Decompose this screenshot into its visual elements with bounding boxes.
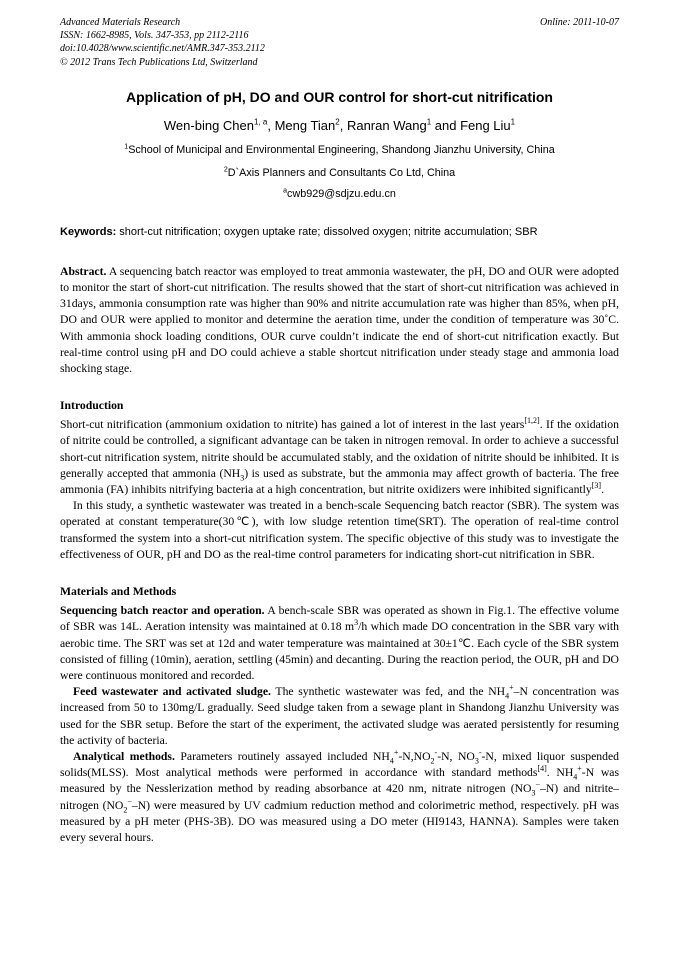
text-run: /h which made DO concentration in the SBR vary with aerobic time. The SRT was set at 12d and water temperature was maintained at 30±1℃. Each cycle of the SBR system consisted of filling (10min), aeration, settling (45min) and decanting. During the reaction period, the OUR, pH and DO were continuous monitored and recorded. (60, 620, 619, 682)
keywords-text: short-cut nitrification; oxygen uptake rate; dissolved oxygen; nitrite accumulation; SBR (116, 225, 538, 238)
author-email (60, 188, 619, 200)
superscript: − (535, 780, 541, 790)
subscript: 3 (240, 473, 245, 483)
introduction-paragraph-2 (60, 498, 619, 563)
text-run: . NH (546, 766, 574, 780)
doi-line: doi:10.4028/www.scientific.net/AMR.347-353.2112 (60, 43, 265, 55)
text-run: -N,NO (398, 749, 431, 763)
text-run: . (601, 483, 604, 497)
affiliation-2 (60, 167, 619, 179)
affiliation-text: D`Axis Planners and Consultants Co Ltd, China (227, 166, 456, 179)
subscript: 3 (474, 756, 479, 766)
text-run: Short-cut nitrification (ammonium oxidation to nitrite) has gained a lot of interest in the last years (60, 418, 525, 432)
authors-line (60, 118, 619, 133)
email-text: cwb929@sdjzu.edu.cn (287, 187, 396, 200)
superscript: [4] (537, 764, 547, 774)
text-run: In this study, a synthetic wastewater was treated in a bench-scale Sequencing batch reactor (SBR). The system was operated at constant temperature(30℃), with low sludge retention time(SRT). The operation of real-time control transformed the system into a short-cut nitrification system. The specific objective of this study was to investigate the effectiveness of OUR, pH and DO as the real-time control parameters for indicating short-cut nitrification in SBR. (60, 499, 619, 561)
author-affiliation-mark: 2 (335, 117, 340, 127)
journal-info-block (60, 16, 265, 69)
journal-name: Advanced Materials Research (60, 17, 181, 28)
text-run: A sequencing batch reactor was employed to treat ammonia wastewater, the pH, DO and OUR were adopted to monitor the start of short-cut nitrification. The results showed that the start of short-cut nitrification was achieved in 31days, ammonia consumption rate was higher than 90% and nitrite accumulation rate was higher than 85%, when pH, DO and OUR were applied to monitor and determine the aeration time, under the condition of temperature was 30˚C. With ammonia shock loading conditions, OUR curve couldn’t indicate the end of short-cut nitrification exactly. But real-time control using pH and DO could achieve a stable shortcut nitrification under steady stage and ammonia load shocking stage. (60, 264, 619, 376)
subscript: 4 (573, 772, 578, 782)
bold-run: Analytical methods. (73, 749, 175, 763)
email-mark: a (283, 187, 288, 195)
text-run: –N) were measured by UV cadmium reduction method and colorimetric method, respectively. pH was measured by a pH meter (PHS-3B). DO was measured using a DO meter (HI9143, HANNA). Samples were taken every several hours. (60, 798, 619, 844)
subscript: 2 (123, 804, 128, 814)
affiliation-mark: 2 (223, 166, 228, 174)
author-name: Wen-bing Chen (163, 117, 254, 133)
affiliation-1 (60, 144, 619, 156)
section-heading-introduction: Introduction (60, 399, 124, 413)
subscript: 3 (531, 788, 536, 798)
journal-header (60, 16, 619, 69)
subscript: 4 (389, 756, 394, 766)
superscript: - (434, 748, 438, 758)
text-run: ) is used as substrate, but the ammonia may affect growth of bacteria. The free ammonia (FA) inhibits nitrifying bacteria at a high concentration, but nitrite oxidizers were inhibited significantly (60, 466, 619, 497)
superscript: + (509, 683, 514, 693)
superscript: + (577, 764, 582, 774)
bold-run: Feed wastewater and activated sludge. (73, 685, 271, 699)
bold-run: Sequencing batch reactor and operation. (60, 604, 265, 618)
online-date: Online: 2011-10-07 (540, 17, 619, 28)
author-affiliation-mark: 1, a (253, 117, 268, 127)
paper-title: Application of pH, DO and OUR control for short-cut nitrification (126, 88, 553, 105)
text-run: –N) and nitrite–nitrogen (NO (60, 782, 619, 812)
subscript: 4 (505, 691, 510, 701)
text-run: A bench-scale SBR was operated as shown in Fig.1. The effective volume of SBR was 14L. Aeration intensity was maintained at 0.18 m (60, 604, 620, 634)
author-name: Ranran Wang (346, 117, 427, 133)
text-run: Parameters routinely assayed included NH (174, 749, 390, 763)
issn-line: ISSN: 1662-8985, Vols. 347-353, pp 2112-2116 (60, 30, 249, 42)
text-run: -N was measured by the Nesslerization method by reading absorbance at 420 nm, nitrate nitrogen (NO (60, 766, 619, 796)
keywords-label: Keywords: (60, 225, 117, 238)
superscript: 3 (354, 618, 359, 628)
affiliation-text: School of Municipal and Environmental Engineering, Shandong Jianzhu University, China (128, 143, 555, 156)
copyright-line: © 2012 Trans Tech Publications Ltd, Switzerland (60, 56, 258, 68)
superscript: [3] (591, 481, 602, 491)
text-run: -N, mixed liquor suspended solids(MLSS). Most analytical methods were performed in accordance with standard methods (60, 749, 620, 780)
text-run: . If the oxidation of nitrite could be controlled, a significant advantage can be taken in nitrogen removal. In order to achieve a successful short-cut nitrification system, nitrite should be accumulated stably, and the oxidation of nitrite should be inhibited. It is generally accepted that ammonia (NH (60, 418, 619, 480)
author-affiliation-mark: 1 (510, 117, 516, 127)
abstract-paragraph (60, 264, 619, 377)
superscript: - (478, 748, 482, 758)
text-run: –N concentration was increased from 50 to 130mg/L gradually. Seed sludge taken from a sewage plant in Shandong Jianzhu University was used for the SBR setup. Before the start of the experiment, the activated sludge was aerated persistently for resuming the activity of bacteria. (60, 685, 620, 747)
author-separator: , (339, 117, 347, 133)
author-separator: and (431, 117, 461, 133)
keywords-line (60, 226, 619, 238)
author-affiliation-mark: 1 (426, 117, 432, 127)
superscript: + (393, 748, 399, 758)
section-heading-materials-and-methods: Materials and Methods (60, 585, 177, 599)
affiliation-mark: 1 (124, 143, 129, 151)
author-name: Feng Liu (460, 117, 511, 133)
methods-paragraph-1 (60, 603, 619, 684)
methods-paragraph-3 (60, 749, 619, 846)
author-name: Meng Tian (274, 117, 336, 133)
bold-run: Abstract. (60, 264, 107, 278)
subscript: 2 (430, 756, 435, 766)
text-run: The synthetic wastewater was fed, and the NH (270, 685, 506, 699)
methods-paragraph-2 (60, 684, 619, 749)
introduction-paragraph-1 (60, 417, 619, 498)
text-run: -N, NO (437, 749, 475, 763)
superscript: [1,2] (524, 416, 540, 426)
author-separator: , (267, 117, 275, 133)
superscript: − (127, 796, 132, 806)
